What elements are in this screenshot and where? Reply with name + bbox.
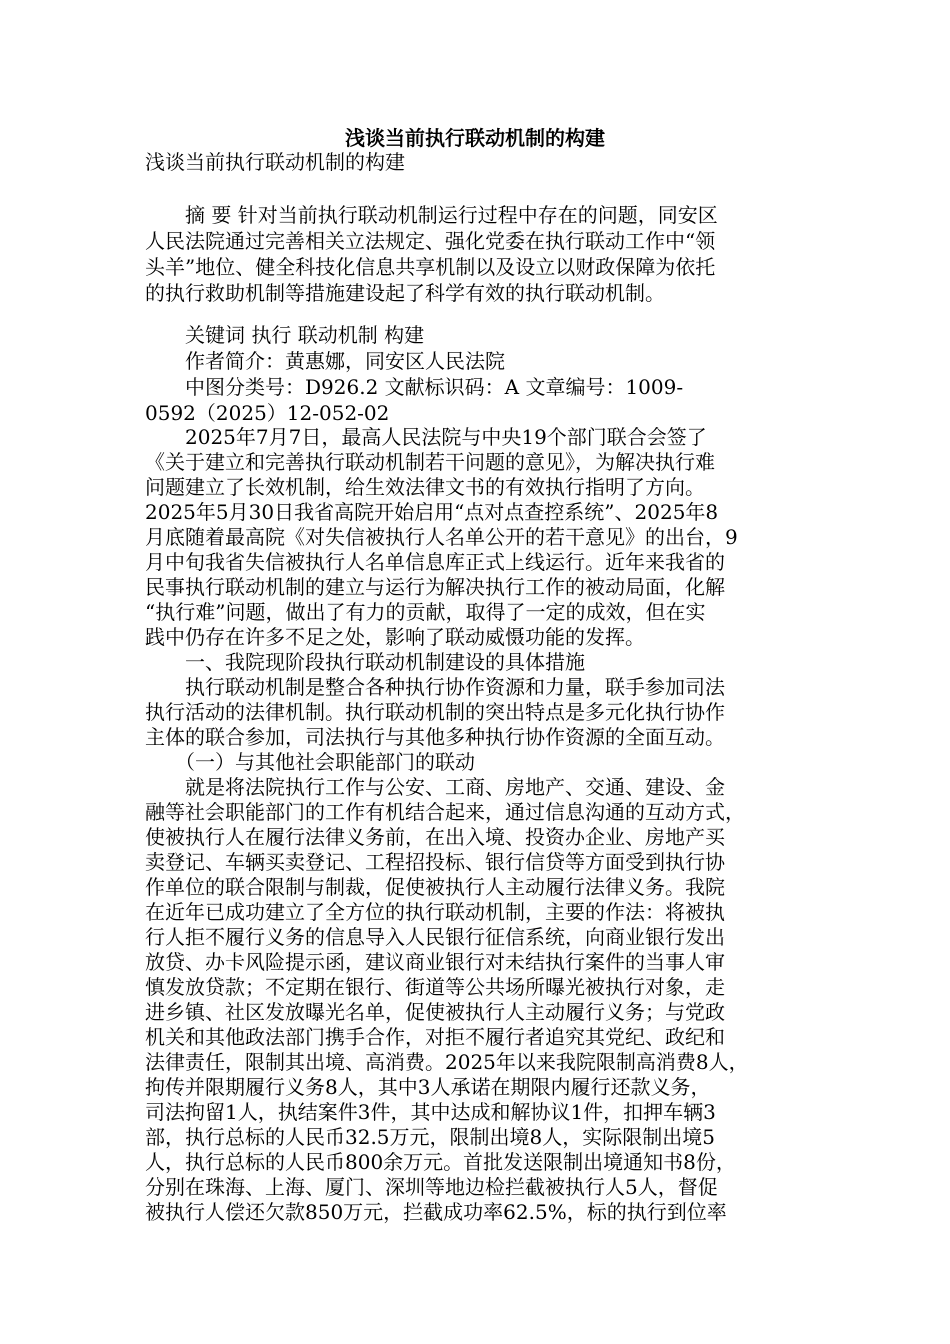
body-line: “执行难”问题，做出了有力的贡献，取得了一定的成效，但在实 [145,600,706,624]
subtitle-line: 浅谈当前执行联动机制的构建 [145,150,405,174]
abstract-line: 人民法院通过完善相关立法规定、强化党委在执行联动工作中“领 [145,229,716,253]
body-line: 就是将法院执行工作与公安、工商、房地产、交通、建设、金 [145,775,725,799]
body-line: 放贷、办卡风险提示函，建议商业银行对未结执行案件的当事人审 [145,950,725,974]
body-line: 2025年5月30日我省高院开始启用“点对点查控系统”、2025年8 [145,500,719,524]
body-line: 慎发放贷款；不定期在银行、街道等公共场所曝光被执行对象，走 [145,975,725,999]
body-line: 法律责任，限制其出境、高消费。2025年以来我院限制高消费8人， [145,1050,749,1074]
body-line: 民事执行联动机制的建立与运行为解决执行工作的被动局面，化解 [145,575,725,599]
body-line: 主体的联合参加，司法执行与其他多种执行协作资源的全面互动。 [145,725,725,749]
classification-line: 0592（2025）12-052-02 [145,401,390,425]
body-line: 《关于建立和完善执行联动机制若干问题的意见》，为解决执行难 [145,450,715,474]
body-line: 司法拘留1人，执结案件3件，其中达成和解协议1件，扣押车辆3 [145,1100,716,1124]
body-line: 执行联动机制是整合各种执行协作资源和力量，联手参加司法 [145,675,725,699]
body-line: 被执行人偿还欠款850万元，拦截成功率62.5%，标的执行到位率 [145,1200,727,1224]
body-line: 机关和其他政法部门携手合作，对拒不履行者追究其党纪、政纪和 [145,1025,725,1049]
abstract-line: 头羊”地位、健全科技化信息共享机制以及设立以财政保障为依托 [145,255,716,279]
document-title: 浅谈当前执行联动机制的构建 [345,126,605,150]
body-line: 拘传并限期履行义务8人，其中3人承诺在期限内履行还款义务， [145,1075,711,1099]
body-line: 融等社会职能部门的工作有机结合起来，通过信息沟通的互动方式， [145,800,745,824]
body-line: 行人拒不履行义务的信息导入人民银行征信系统，向商业银行发出 [145,925,725,949]
body-line: 卖登记、车辆买卖登记、工程招投标、银行信贷等方面受到执行协 [145,850,725,874]
body-line: 在近年已成功建立了全方位的执行联动机制，主要的作法：将被执 [145,900,725,924]
body-line: 人，执行总标的人民币800余万元。首批发送限制出境通知书8份， [145,1150,736,1174]
keywords-line: 关键词 执行 联动机制 构建 [145,323,425,347]
body-line: 分别在珠海、上海、厦门、深圳等地边检拦截被执行人5人，督促 [145,1175,718,1199]
abstract-line: 摘 要 针对当前执行联动机制运行过程中存在的问题，同安区 [145,203,718,227]
body-line: 月中旬我省失信被执行人名单信息库正式上线运行。近年来我省的 [145,550,725,574]
body-line: 部，执行总标的人民币32.5万元，限制出境8人，实际限制出境5 [145,1125,715,1149]
body-line: 进乡镇、社区发放曝光名单，促使被执行人主动履行义务；与党政 [145,1000,725,1024]
body-line: 作单位的联合限制与制裁，促使被执行人主动履行法律义务。我院 [145,875,725,899]
subsection-heading: （一）与其他社会职能部门的联动 [145,750,475,774]
body-line: 2025年7月7日，最高人民法院与中央19个部门联合会签了 [145,425,707,449]
body-line: 践中仍存在许多不足之处，影响了联动威慑功能的发挥。 [145,625,645,649]
author-line: 作者简介：黄惠娜，同安区人民法院 [145,349,505,373]
abstract-line: 的执行救助机制等措施建设起了科学有效的执行联动机制。 [145,281,665,305]
body-line: 执行活动的法律机制。执行联动机制的突出特点是多元化执行协作 [145,700,725,724]
body-line: 使被执行人在履行法律义务前，在出入境、投资办企业、房地产买 [145,825,725,849]
section-heading: 一、我院现阶段执行联动机制建设的具体措施 [145,650,585,674]
body-line: 月底随着最高院《对失信被执行人名单公开的若干意见》的出台，9 [145,525,738,549]
body-line: 问题建立了长效机制，给生效法律文书的有效执行指明了方向。 [145,475,705,499]
classification-line: 中图分类号：D926.2 文献标识码：A 文章编号：1009- [145,375,684,399]
